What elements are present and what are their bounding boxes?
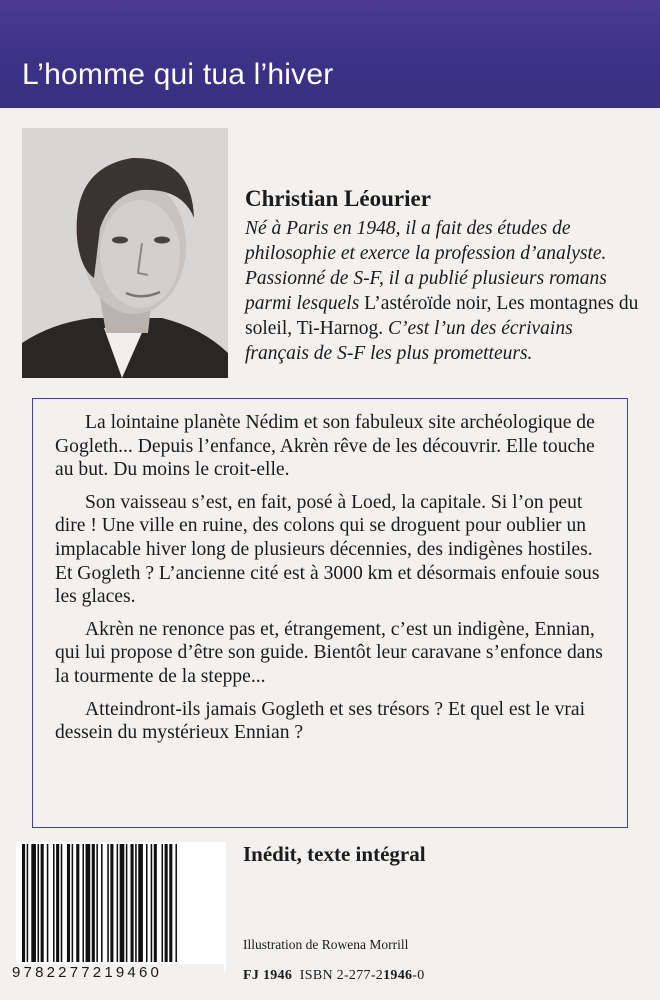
barcode-bar [47,844,49,962]
barcode-bar [120,844,125,962]
synopsis-paragraph: La lointaine planète Nédim et son fabuleux site archéologique de Gogleth... Depuis l’enfance, Akrèn rêve de les découvrir. Elle touche au but. Du moins le croit-elle. [55,412,595,481]
barcode-bar [86,844,91,962]
author-photo [22,128,228,378]
title-banner [0,0,660,108]
author-portrait-image [22,128,228,378]
barcode-bar [169,844,172,962]
barcode [16,842,226,972]
author-name: Christian Léourier [245,186,431,211]
synopsis-box [32,398,628,828]
isbn-suffix: -0 [412,968,425,983]
barcode-bar [165,844,168,962]
book-title: L’homme qui tua l’hiver [22,58,334,91]
author-info [245,186,640,366]
barcode-bar [96,844,98,962]
synopsis-paragraph: Akrèn ne renonce pas et, étrangement, c’est un indigène, Ennian, qui lui propose d’être son guide. Bientôt leur caravane s’enfonce dans la tourmente de la steppe... [55,618,603,687]
barcode-bar [138,844,143,962]
barcode-bar [135,844,137,962]
barcode-bar [38,844,40,962]
bio-book-titles: L’astéroïde noir, Les montagnes du soleil, Ti-Harnog. [245,293,639,339]
edition-note: Inédit, texte intégral [243,842,426,866]
catalog-line [243,968,425,984]
synopsis-paragraph: Atteindront-ils jamais Gogleth et ses trésors ? Et quel est le vrai dessein du mystérieux Ennian ? [55,698,586,744]
barcode-bar [146,844,148,962]
isbn-bold: 1946 [383,968,413,983]
barcode-bar [31,844,36,962]
bio-text-italic-end: C’est l’un des écrivains français de S-F les plus prometteurs. [245,318,573,364]
catalog-code: FJ 1946 [243,968,293,983]
barcode-bar [27,844,29,962]
barcode-bars [16,842,226,966]
author-biography [245,216,640,366]
barcode-bar [61,844,63,962]
barcode-bar [175,844,177,962]
barcode-bar [126,844,128,962]
illustration-credit: Illustration de Rowena Morrill [243,937,409,952]
synopsis-paragraph: Son vaisseau s’est, en fait, posé à Loed, la capitale. Si l’on peut dire ! Une ville en ruine, des colons qui se droguent pour oublier un implacable hiver long de plusieurs décennies, des indigènes hostiles. Et Gogleth ? L’ancienne cité est à 3000 km et désormais enfouie sous les glaces. [55,491,600,608]
barcode-bar [162,844,164,962]
barcode-bar [92,844,95,962]
barcode-bar [67,844,70,962]
barcode-bar [76,844,79,962]
barcode-bar [22,844,25,962]
barcode-bar [82,844,84,962]
barcode-bar [41,844,44,962]
barcode-bar [117,844,119,962]
barcode-bar [110,844,113,962]
barcode-bar [56,844,59,962]
barcode-bar [154,844,157,962]
barcode-bar [101,844,103,962]
barcode-bar [151,844,153,962]
barcode-digits: 9782277219460 [12,964,224,981]
bio-text-italic: Né à Paris en 1948, il a fait des études de philosophie et exerce la profession d’analyste. Passionné de S-F, il a publié plusieurs romans parmi lesquels [245,218,607,314]
barcode-bar [72,844,74,962]
barcode-bar [107,844,109,962]
barcode-bar [53,844,55,962]
isbn-prefix: ISBN 2-277-2 [299,968,384,983]
barcode-bar [131,844,134,962]
